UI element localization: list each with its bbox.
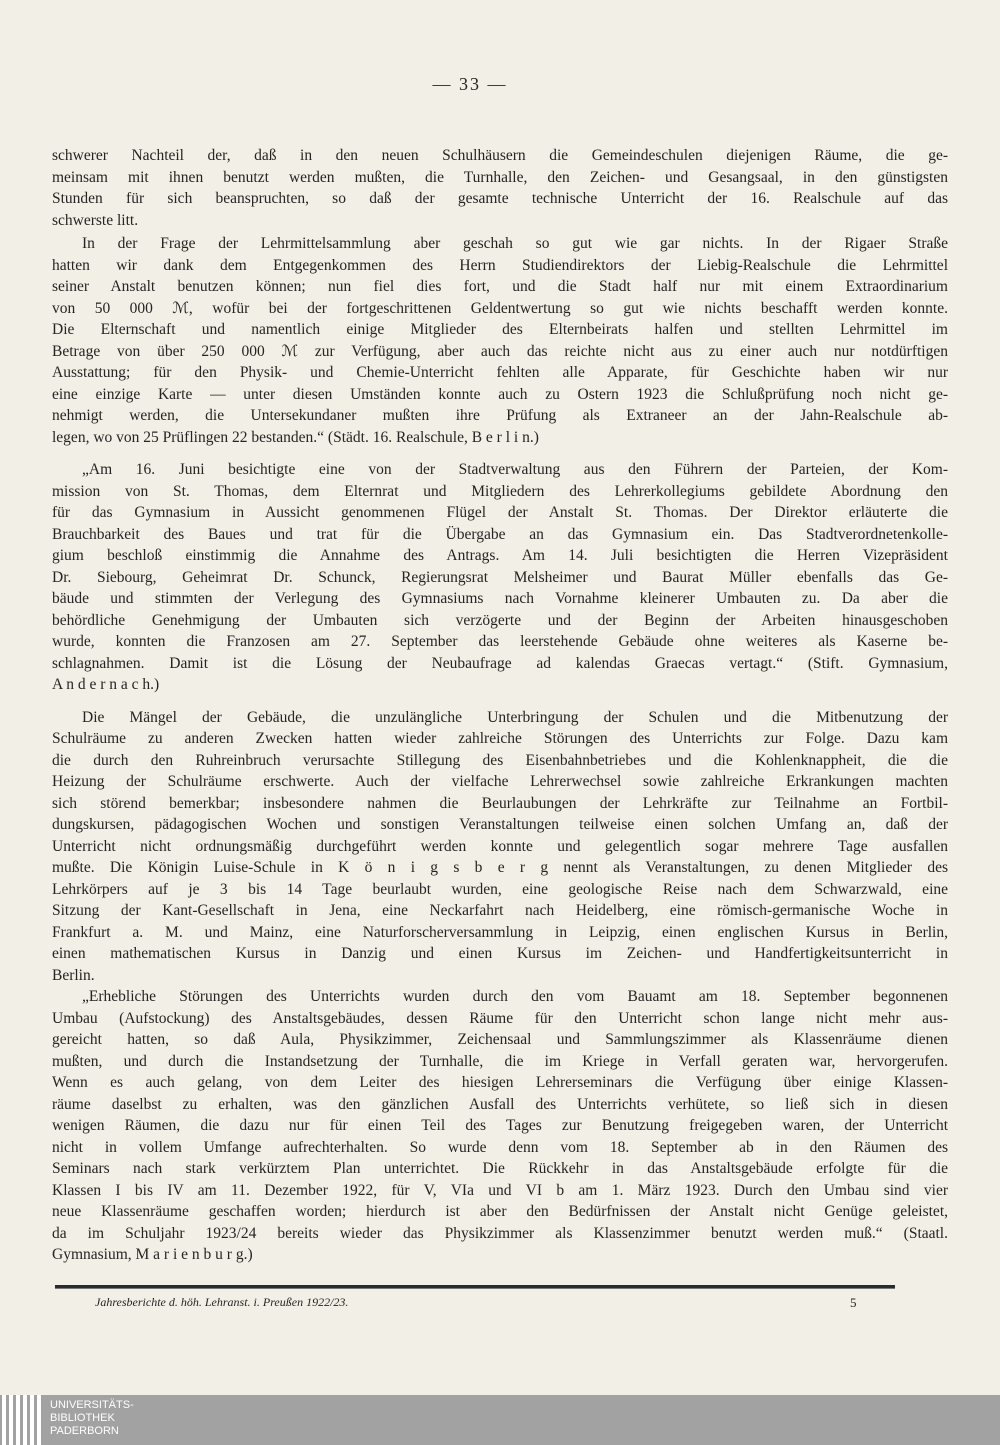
footer-citation: Jahresberichte d. höh. Lehranst. i. Preußen 1922/23. bbox=[95, 1295, 349, 1309]
text-line: neue Klassenräume geschaffen worden; hierdurch ist aber den Bedürfnissen der Anstalt nicht Genüge geleistet, bbox=[52, 1203, 948, 1220]
text-line: wenigen Räumen, die dazu nur für einen Teil des Tages zur Benutzung freigegeben waren, der Unterricht bbox=[52, 1117, 948, 1134]
library-name bbox=[50, 1399, 134, 1438]
library-banner bbox=[0, 1395, 1000, 1445]
paragraph bbox=[52, 233, 948, 448]
text-line: gereicht hatten, so daß Aula, Physikzimmer, Zeichensaal und Sammlungszimmer als Klassenräume dienen bbox=[52, 1031, 948, 1048]
text-line: da im Schuljahr 1923/24 bereits wieder das Physikzimmer als Klassenzimmer benutzt werden muß.“ (Staatl. bbox=[52, 1224, 948, 1242]
text-line: Lehrkörpers auf je 3 bis 14 Tage beurlaubt wurden, eine geologische Reise nach dem Schwarzwald, eine bbox=[52, 880, 948, 898]
text-line: legen, wo von 25 Prüflingen 22 bestanden.“ (Städt. 16. Realschule, B e r l i n.) bbox=[52, 428, 539, 446]
text-line: Betrage von über 250 000 ℳ zur Verfügung, aber auch das reichte nicht aus zu einer auch nur notdürftigen bbox=[52, 342, 948, 360]
page-number: — 33 — bbox=[432, 74, 508, 94]
text-line: In der Frage der Lehrmittelsammlung aber geschah so gut wie gar nichts. In der Rigaer Straße bbox=[82, 235, 948, 252]
text-line: schwerste litt. bbox=[52, 211, 139, 229]
text-line: Schulräume zu anderen Zwecken hatten wieder zahlreiche Störungen des Unterrichts zur Folge. Dazu kam bbox=[52, 730, 948, 747]
text-line: Sitzung der Kant-Gesellschaft in Jena, eine Neckarfahrt nach Heidelberg, eine römisch-germanische Woche in bbox=[52, 902, 948, 919]
text-line: schwerer Nachteil der, daß in den neuen Schulhäusern die Gemeindeschulen diejenigen Räume, die ge- bbox=[52, 147, 948, 164]
text-line: Unterricht nicht ordnungsmäßig durchgeführt werden konnte und gelegentlich sogar mehrere Tage ausfallen bbox=[52, 837, 948, 855]
text-line: Klassen I bis IV am 11. Dezember 1922, für V, VIa und VI b am 1. März 1923. Durch den Umbau sind vier bbox=[52, 1181, 948, 1199]
paragraph bbox=[52, 459, 948, 696]
text-line: gium beschloß einstimmig die Annahme des Antrags. Am 14. Juli besichtigten die Herren Vizepräsident bbox=[52, 547, 948, 564]
paragraph bbox=[52, 986, 948, 1266]
text-line: A n d e r n a c h.) bbox=[52, 676, 160, 693]
library-name-line: PADERBORN bbox=[50, 1425, 119, 1437]
text-line: Wenn es auch gelang, von dem Leiter des hiesigen Lehrerseminars die Verfügung über einige Klassen- bbox=[52, 1074, 948, 1091]
text-line: wurde, konnten die Franzosen am 27. September das leerstehende Gebäude ohne weiteres als Kaserne be- bbox=[52, 633, 948, 650]
text-line: Frankfurt a. M. und Mainz, eine Naturforscherversammlung in Leipzig, einen englischen Kursus in Berlin, bbox=[52, 923, 948, 941]
text-line: behördliche Genehmigung der Umbauten sich verzögerte und der Beginn der Arbeiten hinausgeschoben bbox=[52, 611, 948, 629]
text-line: von 50 000 ℳ, wofür bei der fortgeschrittenen Geldentwertung so gut wie nichts beschafft werden konnte. bbox=[52, 299, 948, 317]
text-line: eine einzige Karte — unter diesen Umständen konnte auch zu Ostern 1923 die Schlußprüfung noch nicht ge- bbox=[52, 385, 948, 403]
text-line: die durch den Ruhreinbruch verursachte Stillegung des Eisenbahnbetriebes und die Kohlenknappheit, die die bbox=[52, 751, 948, 769]
text-line: schlagnahmen. Damit ist die Lösung der Neubaufrage ad kalendas Graecas vertagt.“ (Stift. Gymnasium, bbox=[52, 654, 948, 672]
library-name-line: BIBLIOTHEK bbox=[50, 1412, 115, 1424]
library-logo-icon bbox=[2, 1395, 41, 1445]
text-line: Berlin. bbox=[52, 966, 95, 984]
text-line: Seminars nach stark verkürztem Plan unterrichtet. Die Rückkehr in das Anstaltsgebäude erfolgte für die bbox=[52, 1160, 948, 1177]
footer-rule bbox=[55, 1285, 895, 1289]
text-line: seiner Anstalt benutzen können; nun fiel dies fort, und die Stadt half nur mit einem Extraordinarium bbox=[52, 278, 948, 295]
text-line: Die Mängel der Gebäude, die unzulängliche Unterbringung der Schulen und die Mitbenutzung der bbox=[82, 708, 948, 726]
text-line: Gymnasium, M a r i e n b u r g.) bbox=[52, 1246, 253, 1263]
text-line: Umbau (Aufstockung) des Anstaltsgebäudes, dessen Räume für den Unterricht schon lange nicht mehr aus- bbox=[52, 1009, 948, 1027]
text-line: Ausstattung; für den Physik- und Chemie-Unterricht fehlten alle Apparate, für Geschichte haben wir nur bbox=[52, 364, 948, 381]
text-line: bäude und stimmten der Verlegung des Gymnasiums nach Vornahme kleinerer Umbauten zu. Da aber die bbox=[52, 590, 948, 607]
text-line: Die Elternschaft und namentlich einige Mitglieder des Elternbeirats halfen und stellten Lehrmittel im bbox=[52, 321, 948, 338]
text-line: sich störend bemerkbar; insbesondere nahmen die Beurlaubungen der Lehrkräfte zur Teilnahme an Fortbil- bbox=[52, 794, 948, 812]
text-line: mission von St. Thomas, dem Elternrat und Mitgliedern des Lehrerkollegiums gebildete Abordnung den bbox=[52, 482, 948, 500]
text-line: räume daselbst zu erhalten, was den gänzlichen Ausfall des Unterrichts verhütete, so ließ sich in diesen bbox=[52, 1095, 948, 1113]
paragraph bbox=[52, 707, 948, 987]
text-line: „Erhebliche Störungen des Unterrichts wurden durch den vom Bauamt am 18. September begonnenen bbox=[82, 988, 948, 1005]
text-line: einen mathematischen Kursus in Danzig und einen Kursus im Zeichen- und Handfertigkeitsunterricht in bbox=[52, 945, 948, 962]
text-line: Stunden für sich beanspruchten, so daß der gesamte technische Unterricht der 16. Realschule auf das bbox=[52, 190, 948, 207]
document-body bbox=[52, 145, 948, 1266]
text-line: für das Gymnasium in Aussicht genommenen Flügel der Anstalt St. Thomas. Der Direktor erläuterte die bbox=[52, 504, 948, 521]
text-line: „Am 16. Juni besichtigte eine von der Stadtverwaltung aus den Führern der Parteien, der Kom- bbox=[82, 461, 948, 478]
text-line: Brauchbarkeit des Baues und trat für die Übergabe an das Gymnasium ein. Das Stadtverordnetenkolle- bbox=[52, 525, 948, 543]
text-line: mußten, und durch die Instandsetzung der Turnhalle, die im Kriege in Verfall geraten war, hervorgerufen. bbox=[52, 1052, 948, 1070]
text-line: dungskursen, pädagogischen Wochen und sonstigen Veranstaltungen teilweise einen solchen Umfang an, daß der bbox=[52, 816, 948, 833]
signature-mark: 5 bbox=[850, 1295, 857, 1310]
text-line: nehmigt werden, die Untersekundaner mußten ihre Prüfung als Extraneer an der Jahn-Realschule ab- bbox=[52, 407, 948, 424]
text-line: meinsam mit ihnen benutzt werden mußten, die Turnhalle, den Zeichen- und Gesangsaal, in den günstigsten bbox=[52, 168, 948, 186]
text-line: hatten wir dank dem Entgegenkommen des Herrn Studiendirektors der Liebig-Realschule die Lehrmittel bbox=[52, 256, 948, 274]
text-line: Heizung der Schulräume erschwerte. Auch der vielfache Lehrerwechsel sowie zahlreiche Erkrankungen machten bbox=[52, 773, 948, 790]
text-line: Dr. Siebourg, Geheimrat Dr. Schunck, Regierungsrat Melsheimer und Baurat Müller ebenfalls das Ge- bbox=[52, 568, 948, 586]
text-line: nicht in vollem Umfange aufrechterhalten. So wurde denn vom 18. September ab in den Räumen des bbox=[52, 1138, 948, 1156]
text-line: mußte. Die Königin Luise-Schule in K ö n i g s b e r g nennt als Veranstaltungen, zu denen Mitglieder des bbox=[52, 859, 948, 876]
library-name-line: UNIVERSITÄTS- bbox=[50, 1399, 134, 1411]
paragraph bbox=[52, 145, 948, 231]
